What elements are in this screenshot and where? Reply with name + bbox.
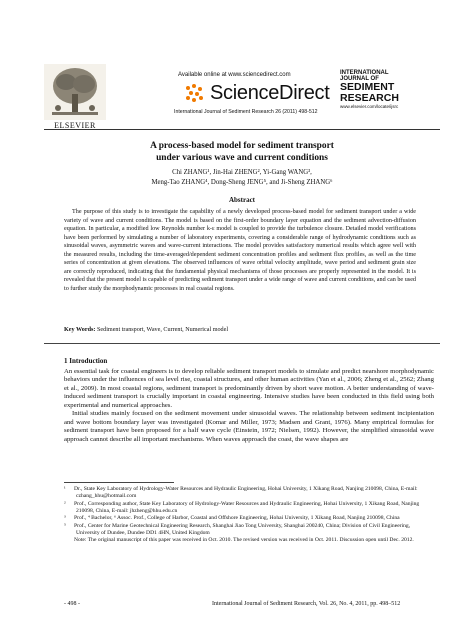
footnote-divider <box>64 482 174 483</box>
authors-line1: Chi ZHANG¹, Jin-Hai ZHENG², Yi-Gang WANG³, <box>172 169 312 176</box>
footnote-marker: ⁵ <box>64 522 66 529</box>
journal-title-line3: SEDIMENT <box>340 81 395 93</box>
article-title-line2: under various wave and current conditions <box>156 153 328 163</box>
section-heading-introduction: 1 Introduction <box>64 357 108 365</box>
journal-citation-header: International Journal of Sediment Research 26 (2011) 498-512 <box>174 109 318 115</box>
footnote-item <box>64 486 434 501</box>
footnote-text: Prof., Corresponding author, State Key Laboratory of Hydrology-Water Resources and Hydraulic Engineering, Hohai University, 1 Xikang Road, Nanjing 210098, China, E-mail: jhzheng@hhu.edu.cn <box>74 500 420 515</box>
journal-url[interactable]: www.elsevier.com/locate/ijsrc <box>340 104 399 109</box>
journal-title-block <box>340 70 399 110</box>
author-list <box>44 168 440 188</box>
manuscript-note <box>64 537 434 544</box>
abstract-divider <box>44 343 440 344</box>
footnote-item <box>64 515 434 522</box>
footnote-marker: ² <box>64 500 66 507</box>
page-number: - 498 - <box>64 601 80 607</box>
footnote-marker: ¹ <box>64 486 66 492</box>
article-title <box>44 140 440 164</box>
introduction-body <box>64 368 434 444</box>
available-online-text: Available online at www.sciencedirect.com <box>178 72 291 78</box>
publisher-name: ELSEVIER <box>54 121 96 130</box>
footer-citation: International Journal of Sediment Research, Vol. 26, No. 4, 2011, pp. 498–512 <box>212 601 401 607</box>
sciencedirect-wordmark: ScienceDirect <box>210 82 330 104</box>
footnote-marker: ³ <box>64 515 66 522</box>
elsevier-tree-logo <box>44 64 106 120</box>
footnote-text: Dr., State Key Laboratory of Hydrology-Water Resources and Hydraulic Engineering, Hohai University, 1 Xikang Road, Nanjing 210098, China, E-mail: czhang_hhu@hotmail.com <box>74 486 418 500</box>
keywords-label: Key Words: <box>64 327 96 333</box>
footnote-text: Note: The original manuscript of this paper was received in Oct. 2010. The revised version was received in Oct. 2011. Discussion open until Dec. 2012. <box>74 537 414 544</box>
keywords-line <box>64 327 416 333</box>
journal-title-line1: INTERNATIONAL <box>340 70 389 76</box>
footnote-text: Prof., Center for Marine Geotechnical Engineering Research, Shanghai Jiao Tong University, Shanghai 200240, China; Division of Civil Engineering, University of Dundee, Dundee DD1 4HN, United Kingdom <box>74 522 411 537</box>
introduction-paragraph-2: Initial studies mainly focused on the sediment movement under sinusoidal waves. The relationship between sediment incipientation and wave bottom boundary layer was investigated (Komar and Miller, 1973; Madsen and Grant, 1976). Many empirical formulas for sediment transport have been proposed for a half wave cycle (Einstein, 1972; Nielsen, 1992). However, the simplified sinusoidal wave approach cannot describe all important mechanisms. When waves approach the coast, the wave shapes are <box>64 410 434 443</box>
footnote-text: Prof., ⁴ Bachelor, ⁶ Assoc. Prof., College of Harbor, Coastal and Offshore Engineering, Hohai University, 1 Xikang Road, Nanjing 210098, China <box>74 515 400 522</box>
journal-title-line4: RESEARCH <box>340 91 399 104</box>
abstract-body: The purpose of this study is to investigate the capability of a newly developed process-based model for sediment transport under a wide variety of wave and current conditions. The model is based on the first-order boundary layer equation and the sediment advection-diffusion equation. In particular, a modified low Reynolds number k-ε model is coupled to provide the turbulence closure. Detailed model verifications have been performed by simulating a number of laboratory experiments, covering a considerable range of hydrodynamic conditions such as sinusoidal waves, asymmetric waves and wave-current interactions. The model provides satisfactory numerical results which agree well with the measured results, including the time-averaged/dependent sediment concentration profiles and sediment flux profiles, as well as the time series of concentration at given elevations. The observed influences of wave orbital velocity amplitude, wave period and sediment grain size are correctly reproduced, indicating that the fundamental physical mechanisms of those processes are properly represented in the model. It is revealed that the present model is capable of predicting sediment transport under a wide range of wave and current conditions, and can be used to further study the morphodynamic processes in real coastal regions. <box>64 209 416 292</box>
header-divider <box>44 129 440 130</box>
introduction-paragraph-1: An essential task for coastal engineers is to develop reliable sediment transport models to simulate and predict nearshore morphodynamic behaviors under the influences of sea level rise, coastal structures, and other human activities (Yan et al., 2006; Zheng et al., 2562; Zhang et al., 2009). In most coastal regions, sediment transport is predominantly driven by short wave motion. A better understanding of wave-induced sediment transport is crucially important in coastal engineering. Intensive studies have been conducted in this field using both experimental and numerical approaches. <box>64 368 434 409</box>
abstract-heading: Abstract <box>228 196 256 204</box>
keywords-values: Sediment transport, Wave, Current, Numerical model <box>97 327 229 333</box>
article-title-line1: A process-based model for sediment transport <box>150 141 334 151</box>
journal-title-line2: JOURNAL OF <box>340 76 379 82</box>
authors-line2: Meng-Tao ZHANG⁴, Dong-Sheng JENG⁵, and Ji-Sheng ZHANG⁶ <box>151 179 333 186</box>
sciencedirect-icon <box>182 82 206 104</box>
footnotes-block <box>64 486 434 545</box>
footnote-item <box>64 501 434 516</box>
footnote-item <box>64 523 434 538</box>
